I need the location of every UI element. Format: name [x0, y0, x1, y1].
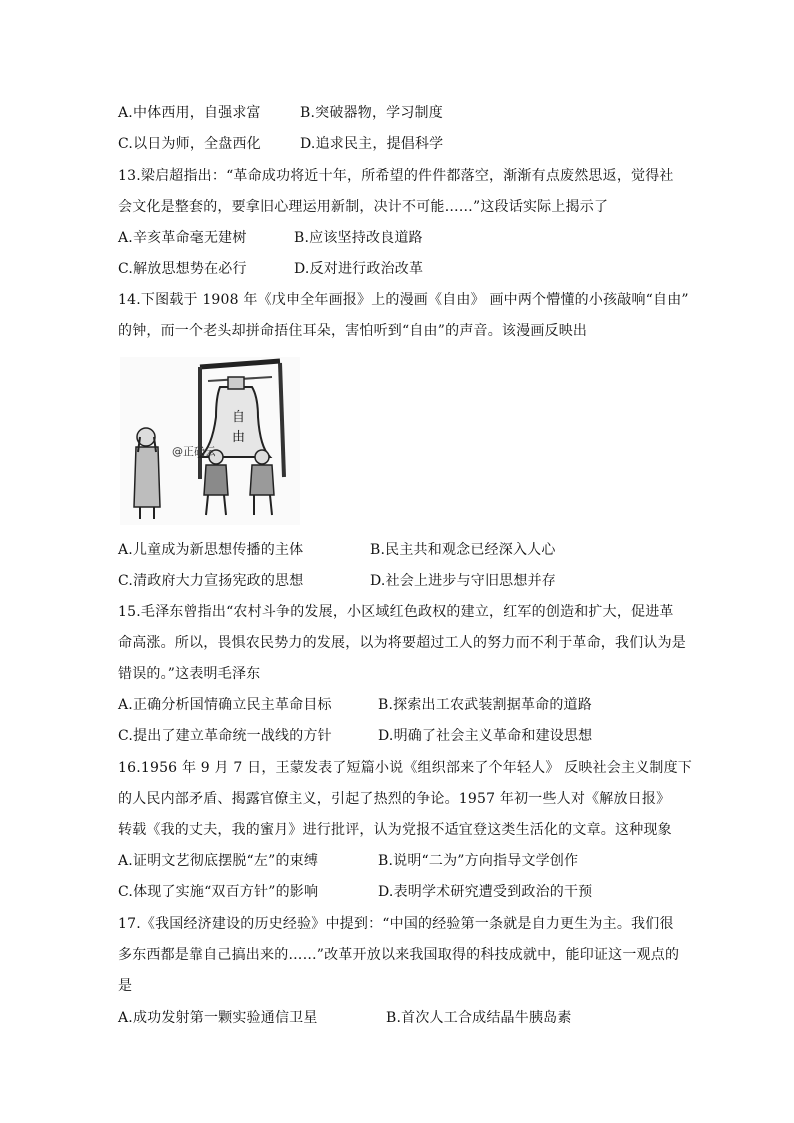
q17-stem-line-3: 是: [118, 978, 133, 994]
q13-option-b: B.应该坚持改良道路: [294, 230, 423, 246]
q17-stem-line-1: 17.《我国经济建设的历史经验》中提到：“中国的经验第一条就是自力更生为主。我们很: [118, 916, 674, 932]
q14-stem-line-1: 14.下图载于 1908 年《戊申全年画报》上的漫画《自由》 画中两个懵懂的小孩敲响“自由”: [118, 292, 689, 308]
q13-option-a: A.辛亥革命毫无建树: [118, 230, 247, 246]
q13-stem-line-2: 会文化是整套的，要拿旧心理运用新制，决计不可能……”这段话实际上揭示了: [118, 199, 609, 215]
q13-option-d: D.反对进行政治改革: [294, 261, 424, 277]
q16-option-b: B.说明“二为”方向指导文学创作: [378, 853, 579, 869]
q16-options-row-2: [118, 882, 593, 902]
cartoon-watermark: @正确云: [172, 445, 216, 458]
q16-option-a: A.证明文艺彻底摆脱“左”的束缚: [118, 853, 319, 869]
q15-option-d: D.明确了社会主义革命和建设思想: [378, 728, 593, 744]
bell-text-top: 自: [232, 410, 246, 425]
q14-options-row-2: [118, 571, 556, 591]
q15-options-row-1: [118, 695, 592, 715]
q12-option-c: C.以日为师，全盘西化: [118, 136, 261, 152]
q14-options-row-1: [118, 540, 556, 560]
q16-stem-line-3: 转载《我的丈夫，我的蜜月》进行批评，认为党报不适宜登这类生活化的文章。这种现象: [118, 822, 672, 838]
q12-option-d: D.追求民主，提倡科学: [300, 136, 444, 152]
q13-options-row-2: [118, 259, 424, 279]
q15-options-row-2: [118, 726, 593, 746]
q15-option-b: B.探索出工农武装割据革命的道路: [378, 697, 592, 713]
q12-options-row-2: [118, 134, 444, 154]
q15-stem-line-1: 15.毛泽东曾指出“农村斗争的发展，小区域红色政权的建立，红军的创造和扩大，促进革: [118, 604, 674, 620]
q16-option-c: C.体现了实施“双百方针”的影响: [118, 884, 319, 900]
q16-stem-line-1: 16.1956 年 9 月 7 日，王蒙发表了短篇小说《组织部来了个年轻人》 反映社会主义制度下: [118, 760, 693, 776]
q14-option-c: C.清政府大力宣扬宪政的思想: [118, 573, 304, 589]
q12-option-a: A.中体西用，自强求富: [118, 105, 261, 121]
q14-stem-line-2: 的钟，而一个老头却拼命捂住耳朵，害怕听到“自由”的声音。该漫画反映出: [118, 323, 588, 339]
liberty-bell-cartoon: [120, 357, 300, 525]
q16-option-d: D.表明学术研究遭受到政治的干预: [378, 884, 593, 900]
q17-option-b: B.首次人工合成结晶牛胰岛素: [386, 1010, 572, 1026]
q15-option-a: A.正确分析国情确立民主革命目标: [118, 697, 332, 713]
q14-option-d: D.社会上进步与守旧思想并存: [370, 573, 556, 589]
q14-option-a: A.儿童成为新思想传播的主体: [118, 542, 304, 558]
bell-text-bottom: 由: [232, 430, 246, 445]
q12-options-row-1: [118, 103, 443, 123]
q16-options-row-1: [118, 851, 579, 871]
q13-stem-line-1: 13.梁启超指出：“革命成功将近十年，所希望的件件都落空，渐渐有点废然思返，觉得社: [118, 168, 674, 184]
q15-option-c: C.提出了建立革命统一战线的方针: [118, 728, 332, 744]
q14-option-b: B.民主共和观念已经深入人心: [370, 542, 556, 558]
q13-options-row-1: [118, 228, 423, 248]
q12-option-b: B.突破器物，学习制度: [300, 105, 443, 121]
q17-options-row-1: [118, 1008, 572, 1028]
q17-stem-line-2: 多东西都是靠自己搞出来的……”改革开放以来我国取得的科技成就中，能印证这一观点的: [118, 947, 680, 963]
q15-stem-line-2: 命高涨。所以，畏惧农民势力的发展，以为将要超过工人的努力而不利于革命，我们认为是: [118, 635, 686, 651]
cartoon-drawing: [120, 357, 300, 525]
q13-option-c: C.解放思想势在必行: [118, 261, 247, 277]
q15-stem-line-3: 错误的。”这表明毛泽东: [118, 666, 261, 682]
q17-option-a: A.成功发射第一颗实验通信卫星: [118, 1010, 318, 1026]
q16-stem-line-2: 的人民内部矛盾、揭露官僚主义，引起了热烈的争论。1957 年初一些人对《解放日报》: [118, 791, 671, 807]
